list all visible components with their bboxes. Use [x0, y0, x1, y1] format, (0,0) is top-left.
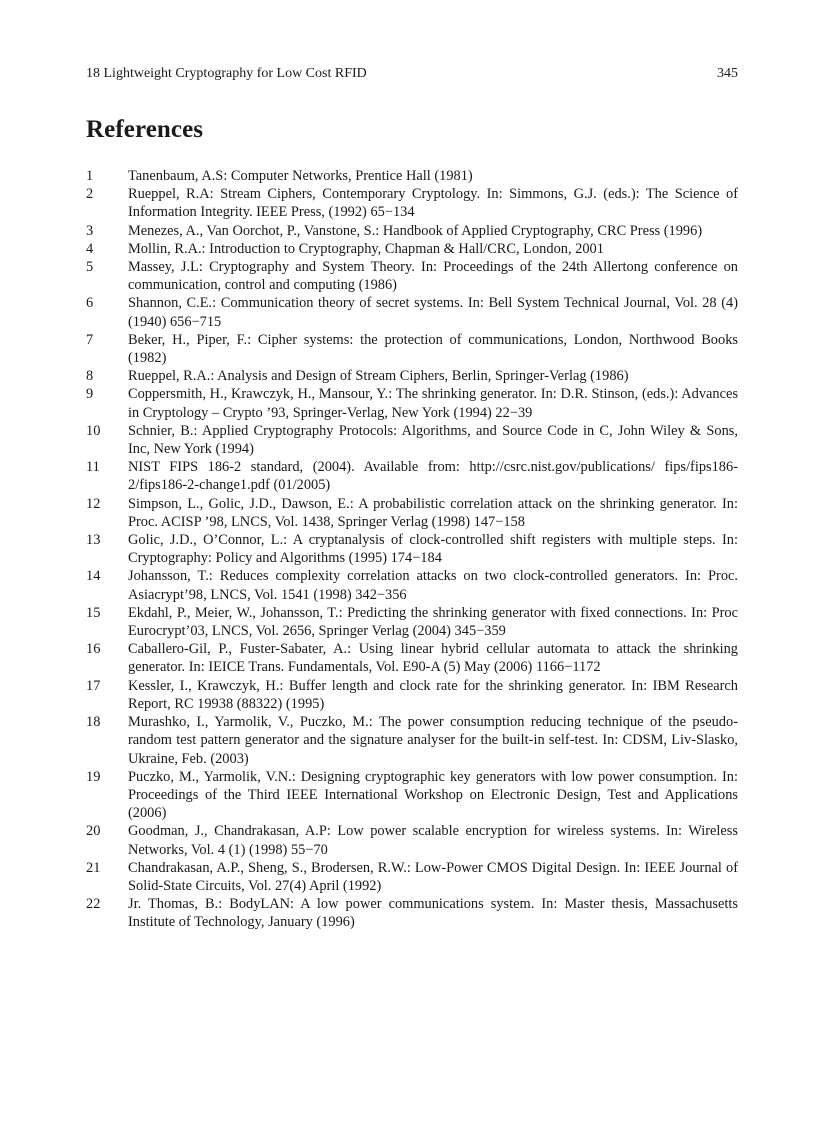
reference-text: Ekdahl, P., Meier, W., Johansson, T.: Predicting the shrinking generator with fixed connections. In: Proc Eurocrypt’03, LNCS, Vol. 2656, Springer Verlag (2004) 345−359	[128, 604, 738, 640]
reference-text: Goodman, J., Chandrakasan, A.P: Low power scalable encryption for wireless systems. In: Wireless Networks, Vol. 4 (1) (1998) 55−70	[128, 823, 738, 858]
reference-text: Schnier, B.: Applied Cryptography Protocols: Algorithms, and Source Code in C, John Wiley & Sons, Inc, New York (1994)	[128, 422, 738, 458]
reference-number: 16	[86, 641, 101, 658]
running-title: 18 Lightweight Cryptography for Low Cost RFID	[86, 66, 367, 81]
reference-number: 12	[86, 495, 101, 512]
reference-item	[86, 385, 738, 421]
reference-text: Coppersmith, H., Krawczyk, H., Mansour, Y.: The shrinking generator. In: D.R. Stinson, (eds.): Advances in Cryptology – Crypto ’93, Springer-Verlag, New York (1994) 22−39	[128, 386, 738, 421]
reference-text: Kessler, I., Krawczyk, H.: Buffer length and clock rate for the shrinking generator. In: IBM Research Report, RC 19938 (88322) (1995)	[128, 677, 738, 712]
reference-number: 2	[86, 186, 94, 203]
reference-item	[86, 222, 738, 240]
reference-item	[86, 640, 738, 676]
reference-item	[86, 604, 738, 640]
reference-item	[86, 531, 738, 567]
reference-text: Golic, J.D., O’Connor, L.: A cryptanalysis of clock-controlled shift registers with multiple steps. In: Cryptography: Policy and Algorithms (1995) 174−184	[128, 532, 738, 567]
reference-item	[86, 713, 738, 768]
reference-text: Murashko, I., Yarmolik, V., Puczko, M.: The power consumption reducing technique of the pseudo-random test pattern generator and the signature analyser for the built-in self-test. In: CDSM, Liv-Slasko, Ukraine, Feb. (2003)	[128, 714, 738, 767]
reference-number: 6	[86, 295, 94, 312]
reference-item	[86, 167, 738, 185]
reference-number: 20	[86, 823, 101, 840]
reference-number: 14	[86, 568, 101, 585]
reference-text: NIST FIPS 186-2 standard, (2004). Available from: http://csrc.nist.gov/publications/ fips/fips186-2/fips186-2-change1.pdf (01/2005)	[128, 459, 738, 494]
reference-item	[86, 294, 738, 330]
reference-text: Rueppel, R.A.: Analysis and Design of Stream Ciphers, Berlin, Springer-Verlag (1986)	[128, 368, 629, 385]
reference-item	[86, 768, 738, 823]
reference-number: 1	[86, 168, 94, 184]
reference-number: 10	[86, 422, 101, 439]
reference-text: Rueppel, R.A: Stream Ciphers, Contemporary Cryptology. In: Simmons, G.J. (eds.): The Science of Information Integrity. IEEE Press, (1992) 65−134	[128, 186, 738, 221]
reference-text: Simpson, L., Golic, J.D., Dawson, E.: A probabilistic correlation attack on the shrinking generator. In: Proc. ACISP ’98, LNCS, Vol. 1438, Springer Verlag (1998) 147−158	[128, 495, 738, 530]
reference-number: 18	[86, 714, 101, 731]
reference-text: Johansson, T.: Reduces complexity correlation attacks on two clock-controlled generators. In: Proc. Asiacrypt’98, LNCS, Vol. 1541 (1998) 342−356	[128, 568, 738, 603]
reference-number: 5	[86, 259, 94, 276]
page-number: 345	[717, 66, 738, 81]
reference-item	[86, 185, 738, 221]
reference-text: Tanenbaum, A.S: Computer Networks, Prentice Hall (1981)	[128, 168, 473, 184]
reference-number: 21	[86, 859, 101, 876]
section-heading: References	[86, 116, 204, 143]
reference-number: 3	[86, 222, 94, 239]
reference-number: 15	[86, 604, 101, 621]
reference-item	[86, 240, 738, 258]
reference-number: 19	[86, 768, 101, 785]
reference-item	[86, 258, 738, 294]
reference-item	[86, 895, 738, 931]
reference-number: 9	[86, 386, 94, 403]
reference-text: Chandrakasan, A.P., Sheng, S., Brodersen, R.W.: Low-Power CMOS Digital Design. In: IEEE Journal of Solid-State Circuits, Vol. 27(4) April (1992)	[128, 859, 738, 894]
reference-item	[86, 567, 738, 603]
reference-number: 11	[86, 459, 100, 476]
reference-text: Mollin, R.A.: Introduction to Cryptography, Chapman & Hall/CRC, London, 2001	[128, 240, 604, 257]
reference-item	[86, 458, 738, 494]
reference-text: Menezes, A., Van Oorchot, P., Vanstone, S.: Handbook of Applied Cryptography, CRC Press (1996)	[128, 222, 703, 239]
reference-number: 22	[86, 896, 101, 913]
reference-number: 7	[86, 331, 94, 348]
reference-text: Puczko, M., Yarmolik, V.N.: Designing cryptographic key generators with low power consumption. In: Proceedings of the Third IEEE International Workshop on Electronic Design, Test and Applications (2006)	[128, 768, 738, 822]
reference-number: 8	[86, 368, 94, 385]
reference-item	[86, 331, 738, 367]
reference-number: 4	[86, 240, 94, 257]
reference-text: Beker, H., Piper, F.: Cipher systems: the protection of communications, London, Northwood Books (1982)	[128, 331, 738, 367]
reference-number: 13	[86, 532, 101, 549]
reference-text: Massey, J.L: Cryptography and System Theory. In: Proceedings of the 24th Allertong conference on communication, control and computing (1986)	[128, 259, 738, 294]
reference-item	[86, 822, 738, 858]
reference-text: Jr. Thomas, B.: BodyLAN: A low power communications system. In: Master thesis, Massachusetts Institute of Technology, January (1996)	[128, 896, 738, 931]
reference-number: 17	[86, 677, 101, 694]
reference-item	[86, 367, 738, 385]
page-header	[86, 66, 738, 86]
reference-item	[86, 677, 738, 713]
reference-item	[86, 495, 738, 531]
reference-text: Shannon, C.E.: Communication theory of secret systems. In: Bell System Technical Journal, Vol. 28 (4) (1940) 656−715	[128, 295, 738, 330]
reference-item	[86, 422, 738, 458]
reference-text: Caballero-Gil, P., Fuster-Sabater, A.: Using linear hybrid cellular automata to attack the shrinking generator. In: IEICE Trans. Fundamentals, Vol. E90-A (5) May (2006) 1166−1172	[128, 641, 738, 676]
reference-item	[86, 859, 738, 895]
reference-list	[86, 167, 738, 932]
